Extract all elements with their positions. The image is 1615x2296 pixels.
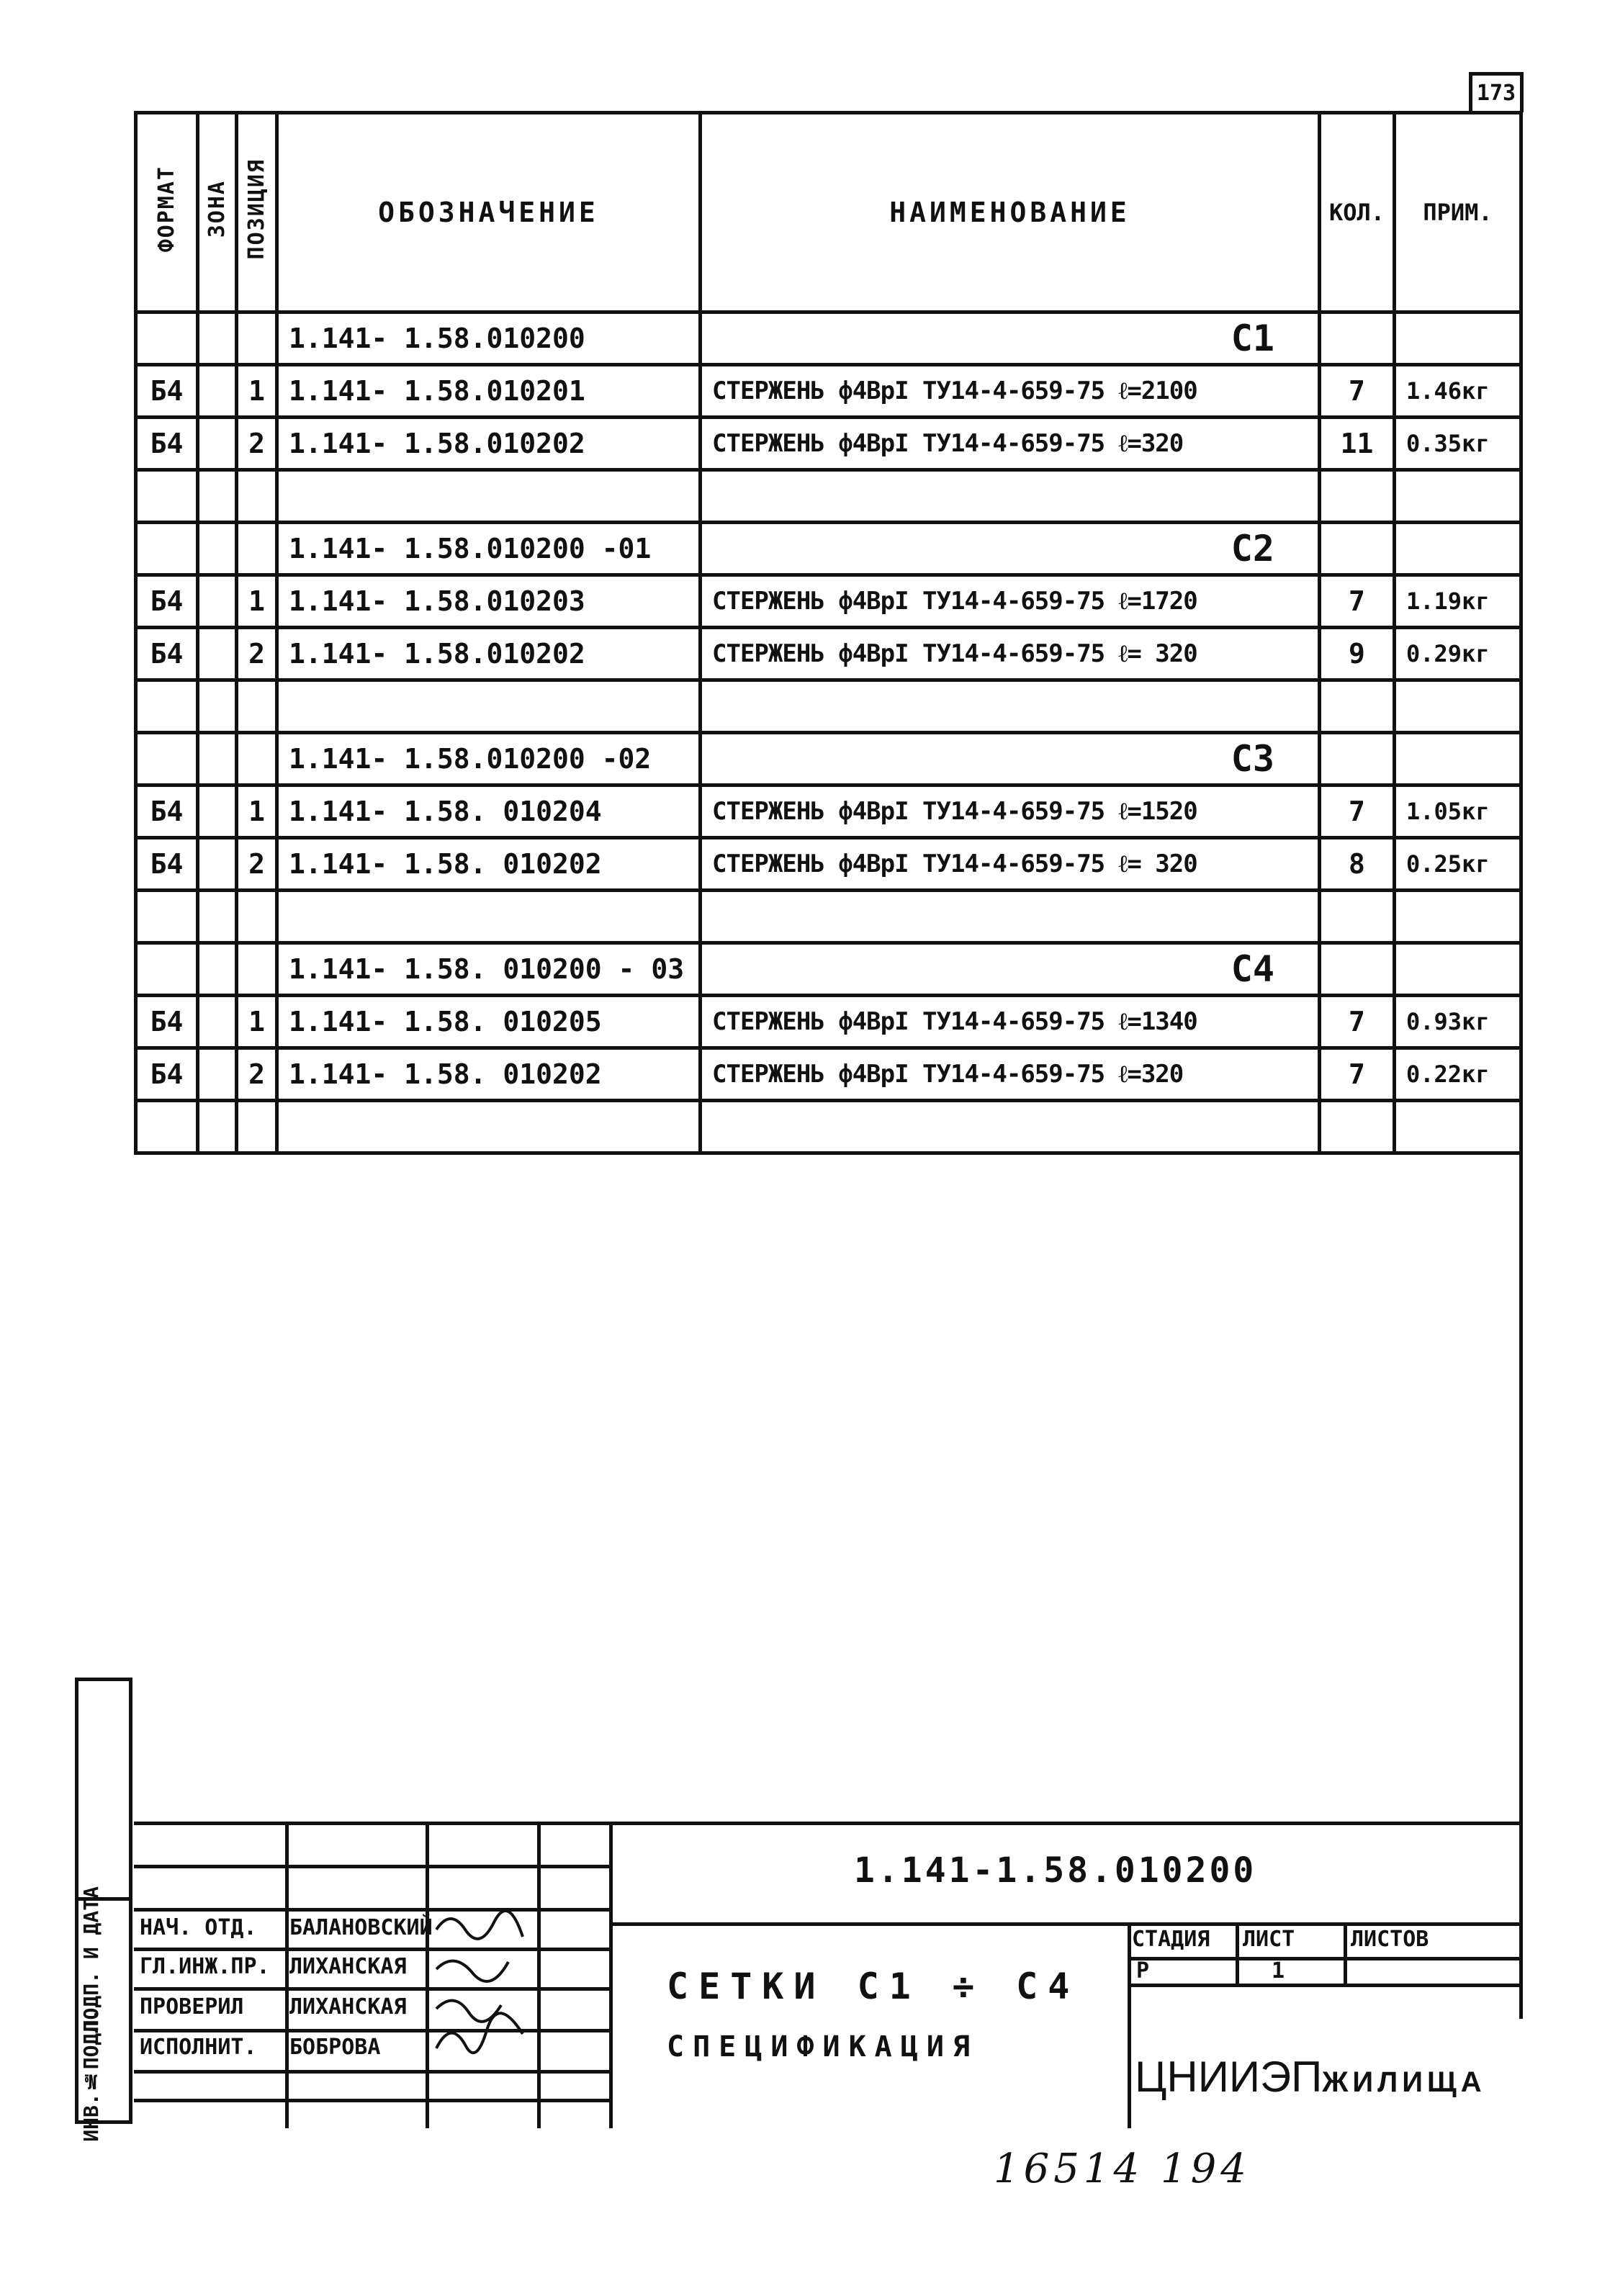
note-cell: 1.05кг [1395, 785, 1521, 838]
qty-cell [1320, 733, 1395, 785]
header-format: ФОРМАТ [136, 113, 198, 312]
zone-cell [198, 418, 237, 470]
format-cell [136, 523, 198, 575]
zone-cell [198, 470, 237, 523]
note-cell: 1.19кг [1395, 575, 1521, 628]
note-cell [1395, 1101, 1521, 1153]
sheets-label: ЛИСТОВ [1351, 1927, 1429, 1952]
name-cell: СТЕРЖЕНЬ ф4ВрI ТУ14-4-659-75 ℓ=320 [701, 1048, 1320, 1101]
zone-cell [198, 996, 237, 1048]
position-cell [237, 1101, 277, 1153]
side-stamp-inv-number: ИНВ.№ПОДЛ. [79, 2009, 103, 2142]
table-row [136, 891, 1521, 943]
position-cell: 2 [237, 1048, 277, 1101]
format-cell: Б4 [136, 365, 198, 418]
designation-cell: 1.141- 1.58. 010202 [277, 838, 701, 891]
zone-cell [198, 680, 237, 733]
table-row [136, 1101, 1521, 1153]
table-row [136, 365, 1521, 418]
zone-cell [198, 365, 237, 418]
zone-cell [198, 785, 237, 838]
table-row [136, 575, 1521, 628]
name-cell [701, 891, 1320, 943]
qty-cell: 7 [1320, 575, 1395, 628]
table-row [136, 418, 1521, 470]
zone-cell [198, 575, 237, 628]
document-code: 1.141-1.58.010200 [854, 1850, 1257, 1891]
note-cell [1395, 943, 1521, 996]
stage-label: СТАДИЯ [1132, 1927, 1210, 1952]
qty-cell [1320, 680, 1395, 733]
qty-cell: 11 [1320, 418, 1395, 470]
qty-cell [1320, 891, 1395, 943]
name-cell: С4 [701, 943, 1320, 996]
note-cell: 0.35кг [1395, 418, 1521, 470]
position-cell [237, 891, 277, 943]
header-name: НАИМЕНОВАНИЕ [701, 113, 1320, 312]
person-chief-engineer: ЛИХАНСКАЯ [289, 1954, 407, 1979]
name-cell [701, 680, 1320, 733]
name-cell [701, 470, 1320, 523]
name-cell: СТЕРЖЕНЬ ф4ВрI ТУ14-4-659-75 ℓ=320 [701, 418, 1320, 470]
name-cell: СТЕРЖЕНЬ ф4ВрI ТУ14-4-659-75 ℓ= 320 [701, 838, 1320, 891]
format-cell [136, 680, 198, 733]
sheet-label: ЛИСТ [1243, 1927, 1295, 1952]
organization-suffix: ЖИЛИЩА [1322, 2066, 1486, 2098]
qty-cell: 7 [1320, 785, 1395, 838]
organization-main: ЦНИИЭП [1135, 2053, 1323, 2101]
role-label-checked: ПРОВЕРИЛ [140, 1994, 244, 2020]
position-cell [237, 312, 277, 365]
name-cell: С2 [701, 523, 1320, 575]
person-checked: ЛИХАНСКАЯ [289, 1994, 407, 2020]
header-designation: ОБОЗНАЧЕНИЕ [277, 113, 701, 312]
position-cell [237, 733, 277, 785]
qty-cell [1320, 470, 1395, 523]
note-cell: 1.46кг [1395, 365, 1521, 418]
designation-cell: 1.141- 1.58.010200 [277, 312, 701, 365]
zone-cell [198, 523, 237, 575]
note-cell [1395, 733, 1521, 785]
zone-cell [198, 312, 237, 365]
qty-cell: 9 [1320, 628, 1395, 680]
designation-cell [277, 891, 701, 943]
zone-cell [198, 1101, 237, 1153]
table-row [136, 996, 1521, 1048]
name-cell [701, 1101, 1320, 1153]
designation-cell: 1.141- 1.58. 010200 - 03 [277, 943, 701, 996]
position-cell [237, 470, 277, 523]
format-cell: Б4 [136, 628, 198, 680]
zone-cell [198, 891, 237, 943]
person-executor: БОБРОВА [289, 2035, 381, 2060]
table-row [136, 628, 1521, 680]
designation-cell: 1.141- 1.58.010202 [277, 418, 701, 470]
format-cell: Б4 [136, 575, 198, 628]
side-stamp-sign-date: ПОДП. И ДАТА [79, 1886, 103, 2032]
format-cell: Б4 [136, 838, 198, 891]
format-cell: Б4 [136, 418, 198, 470]
sheet-corner-number: 173 [1469, 72, 1524, 112]
position-cell [237, 680, 277, 733]
document-title-line1: СЕТКИ С1 ÷ С4 [667, 1966, 1080, 2007]
position-cell: 1 [237, 785, 277, 838]
designation-cell: 1.141- 1.58.010200 -02 [277, 733, 701, 785]
designation-cell: 1.141- 1.58. 010204 [277, 785, 701, 838]
zone-cell [198, 733, 237, 785]
group-header-row [136, 312, 1521, 365]
format-cell: Б4 [136, 996, 198, 1048]
qty-cell: 8 [1320, 838, 1395, 891]
designation-cell: 1.141- 1.58. 010202 [277, 1048, 701, 1101]
zone-cell [198, 1048, 237, 1101]
position-cell: 2 [237, 418, 277, 470]
name-cell: С3 [701, 733, 1320, 785]
designation-cell [277, 680, 701, 733]
role-label-chief-engineer: ГЛ.ИНЖ.ПР. [140, 1954, 270, 1979]
signatures-image [429, 1894, 544, 2066]
handwritten-footer-note: 16514 194 [994, 2146, 1251, 2192]
format-cell [136, 312, 198, 365]
designation-cell: 1.141- 1.58.010202 [277, 628, 701, 680]
position-cell: 1 [237, 575, 277, 628]
format-cell [136, 943, 198, 996]
document-title-line2: СПЕЦИФИКАЦИЯ [667, 2030, 979, 2063]
qty-cell [1320, 312, 1395, 365]
title-block [134, 1822, 1519, 2128]
note-cell: 0.93кг [1395, 996, 1521, 1048]
table-row [136, 785, 1521, 838]
qty-cell [1320, 523, 1395, 575]
designation-cell: 1.141- 1.58. 010205 [277, 996, 701, 1048]
header-qty: КОЛ. [1320, 113, 1395, 312]
format-cell [136, 891, 198, 943]
specification-table [134, 111, 1523, 1155]
zone-cell [198, 838, 237, 891]
position-cell: 1 [237, 365, 277, 418]
zone-cell [198, 943, 237, 996]
header-zone: ЗОНА [198, 113, 237, 312]
format-cell [136, 733, 198, 785]
header-position: ПОЗИЦИЯ [237, 113, 277, 312]
format-cell [136, 1101, 198, 1153]
note-cell [1395, 523, 1521, 575]
name-cell: СТЕРЖЕНЬ ф4ВрI ТУ14-4-659-75 ℓ=1340 [701, 996, 1320, 1048]
group-header-row [136, 733, 1521, 785]
name-cell: СТЕРЖЕНЬ ф4ВрI ТУ14-4-659-75 ℓ=1520 [701, 785, 1320, 838]
person-head-dept: БАЛАНОВСКИЙ [289, 1915, 433, 1940]
name-cell: С1 [701, 312, 1320, 365]
stage-value: Р [1136, 1958, 1150, 1984]
designation-cell: 1.141- 1.58.010203 [277, 575, 701, 628]
note-cell [1395, 891, 1521, 943]
organization-name [1135, 2052, 1486, 2102]
designation-cell [277, 470, 701, 523]
position-cell: 2 [237, 838, 277, 891]
name-cell: СТЕРЖЕНЬ ф4ВрI ТУ14-4-659-75 ℓ=2100 [701, 365, 1320, 418]
group-header-row [136, 523, 1521, 575]
name-cell: СТЕРЖЕНЬ ф4ВрI ТУ14-4-659-75 ℓ= 320 [701, 628, 1320, 680]
table-row [136, 470, 1521, 523]
note-cell [1395, 680, 1521, 733]
table-row [136, 1048, 1521, 1101]
note-cell [1395, 312, 1521, 365]
note-cell: 0.29кг [1395, 628, 1521, 680]
note-cell: 0.25кг [1395, 838, 1521, 891]
table-row [136, 838, 1521, 891]
qty-cell: 7 [1320, 365, 1395, 418]
sheet-value: 1 [1272, 1958, 1285, 1984]
role-label-head-dept: НАЧ. ОТД. [140, 1915, 257, 1940]
note-cell [1395, 470, 1521, 523]
format-cell [136, 470, 198, 523]
format-cell: Б4 [136, 785, 198, 838]
format-cell: Б4 [136, 1048, 198, 1101]
position-cell: 1 [237, 996, 277, 1048]
position-cell [237, 523, 277, 575]
position-cell: 2 [237, 628, 277, 680]
designation-cell: 1.141- 1.58.010200 -01 [277, 523, 701, 575]
qty-cell: 7 [1320, 996, 1395, 1048]
designation-cell [277, 1101, 701, 1153]
name-cell: СТЕРЖЕНЬ ф4ВрI ТУ14-4-659-75 ℓ=1720 [701, 575, 1320, 628]
qty-cell [1320, 1101, 1395, 1153]
qty-cell [1320, 943, 1395, 996]
group-header-row [136, 943, 1521, 996]
qty-cell: 7 [1320, 1048, 1395, 1101]
role-label-executor: ИСПОЛНИТ. [140, 2035, 257, 2060]
designation-cell: 1.141- 1.58.010201 [277, 365, 701, 418]
position-cell [237, 943, 277, 996]
zone-cell [198, 628, 237, 680]
header-note: ПРИМ. [1395, 113, 1521, 312]
table-header-row [136, 113, 1521, 312]
table-row [136, 680, 1521, 733]
note-cell: 0.22кг [1395, 1048, 1521, 1101]
